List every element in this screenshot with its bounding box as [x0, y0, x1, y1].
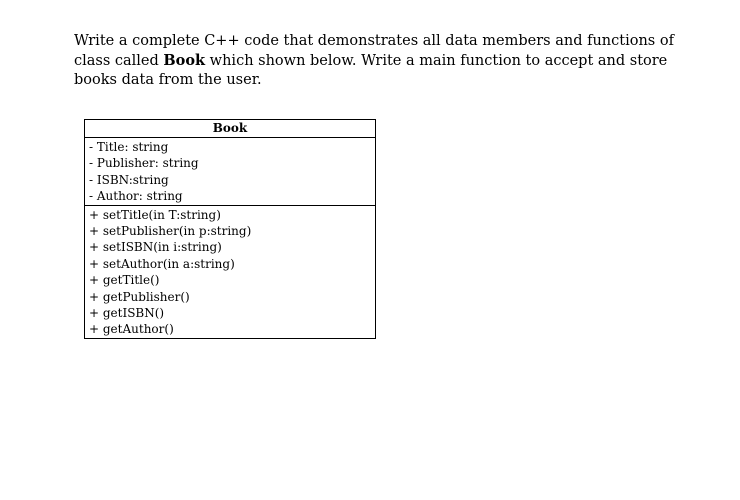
question-text-part2: which shown below. Write a main function to accept and store books data from the user.: [74, 53, 668, 88]
uml-attribute: - Publisher: string: [89, 156, 199, 171]
uml-method: + getTitle(): [89, 273, 160, 288]
question-text: [74, 32, 674, 90]
uml-method: + setISBN(in i:string): [89, 240, 222, 255]
uml-class-diagram: [84, 119, 376, 339]
uml-method: + getPublisher(): [89, 289, 190, 304]
uml-method: + setAuthor(in a:string): [89, 256, 235, 271]
uml-attributes: [85, 138, 375, 206]
class-name-bold: Book: [163, 52, 206, 69]
uml-attribute: - Title: string: [89, 140, 169, 154]
uml-method: + getAuthor(): [89, 322, 174, 337]
uml-attribute: - Author: string: [89, 189, 183, 204]
uml-attribute: - ISBN:string: [89, 172, 169, 187]
question-text-part1: Write a complete C++ code that demonstrates all data members and functions of class called: [74, 33, 674, 69]
uml-method: + setTitle(in T:string): [89, 207, 221, 222]
uml-methods: [85, 206, 375, 338]
uml-class-name: Book: [85, 120, 375, 138]
uml-method: + getISBN(): [89, 306, 165, 321]
uml-method: + setPublisher(in p:string): [89, 224, 252, 239]
